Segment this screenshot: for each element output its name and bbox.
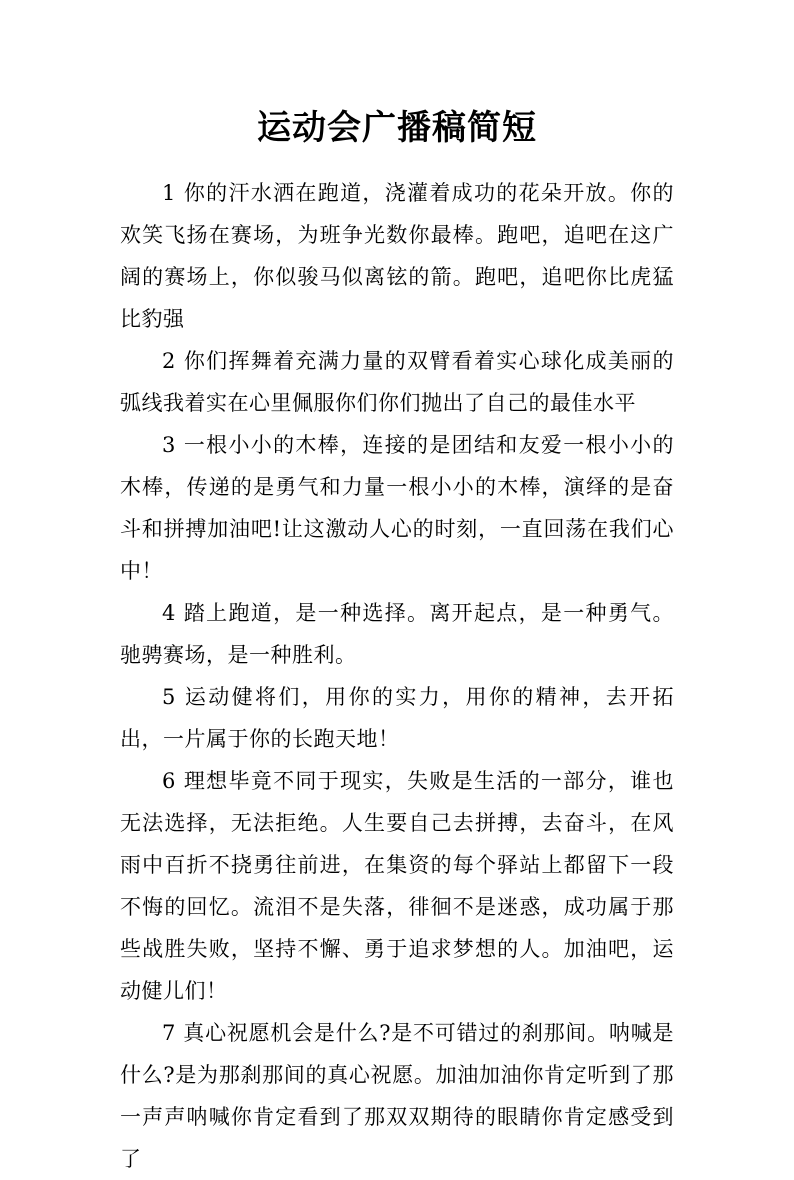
document-body (120, 172, 674, 1180)
paragraph-6: 6 理想毕竟不同于现实，失败是生活的一部分，谁也无法选择，无法拒绝。人生要自己去拼搏，去奋斗，在风雨中百折不挠勇往前进，在集资的每个驿站上都留下一段不悔的回忆。流泪不是失落，徘徊不是迷惑，成功属于那些战胜失败，坚持不懈、勇于追求梦想的人。加油吧，运动健儿们！ (120, 769, 674, 1003)
paragraph-4: 4 踏上跑道，是一种选择。离开起点，是一种勇气。驰骋赛场，是一种胜利。 (120, 601, 674, 667)
document-title: 运动会广播稿简短 (257, 108, 537, 148)
paragraph-3: 3 一根小小的木棒，连接的是团结和友爱一根小小的木棒，传递的是勇气和力量一根小小的木棒，演绎的是奋斗和拼搏加油吧!让这激动人心的时刻，一直回荡在我们心中！ (120, 433, 674, 583)
paragraph-5: 5 运动健将们，用你的实力，用你的精神，去开拓出，一片属于你的长跑天地！ (120, 685, 674, 751)
paragraph-7: 7 真心祝愿机会是什么?是不可错过的刹那间。呐喊是什么?是为那刹那间的真心祝愿。加油加油你肯定听到了那一声声呐喊你肯定看到了那双双期待的眼睛你肯定感受到了 (120, 1021, 674, 1171)
paragraph-2: 2 你们挥舞着充满力量的双臂看着实心球化成美丽的弧线我着实在心里佩服你们你们抛出了自己的最佳水平 (120, 349, 674, 415)
paragraph-1: 1 你的汗水洒在跑道，浇灌着成功的花朵开放。你的欢笑飞扬在赛场，为班争光数你最棒。跑吧，追吧在这广阔的赛场上，你似骏马似离铉的箭。跑吧，追吧你比虎猛比豹强 (120, 181, 674, 331)
